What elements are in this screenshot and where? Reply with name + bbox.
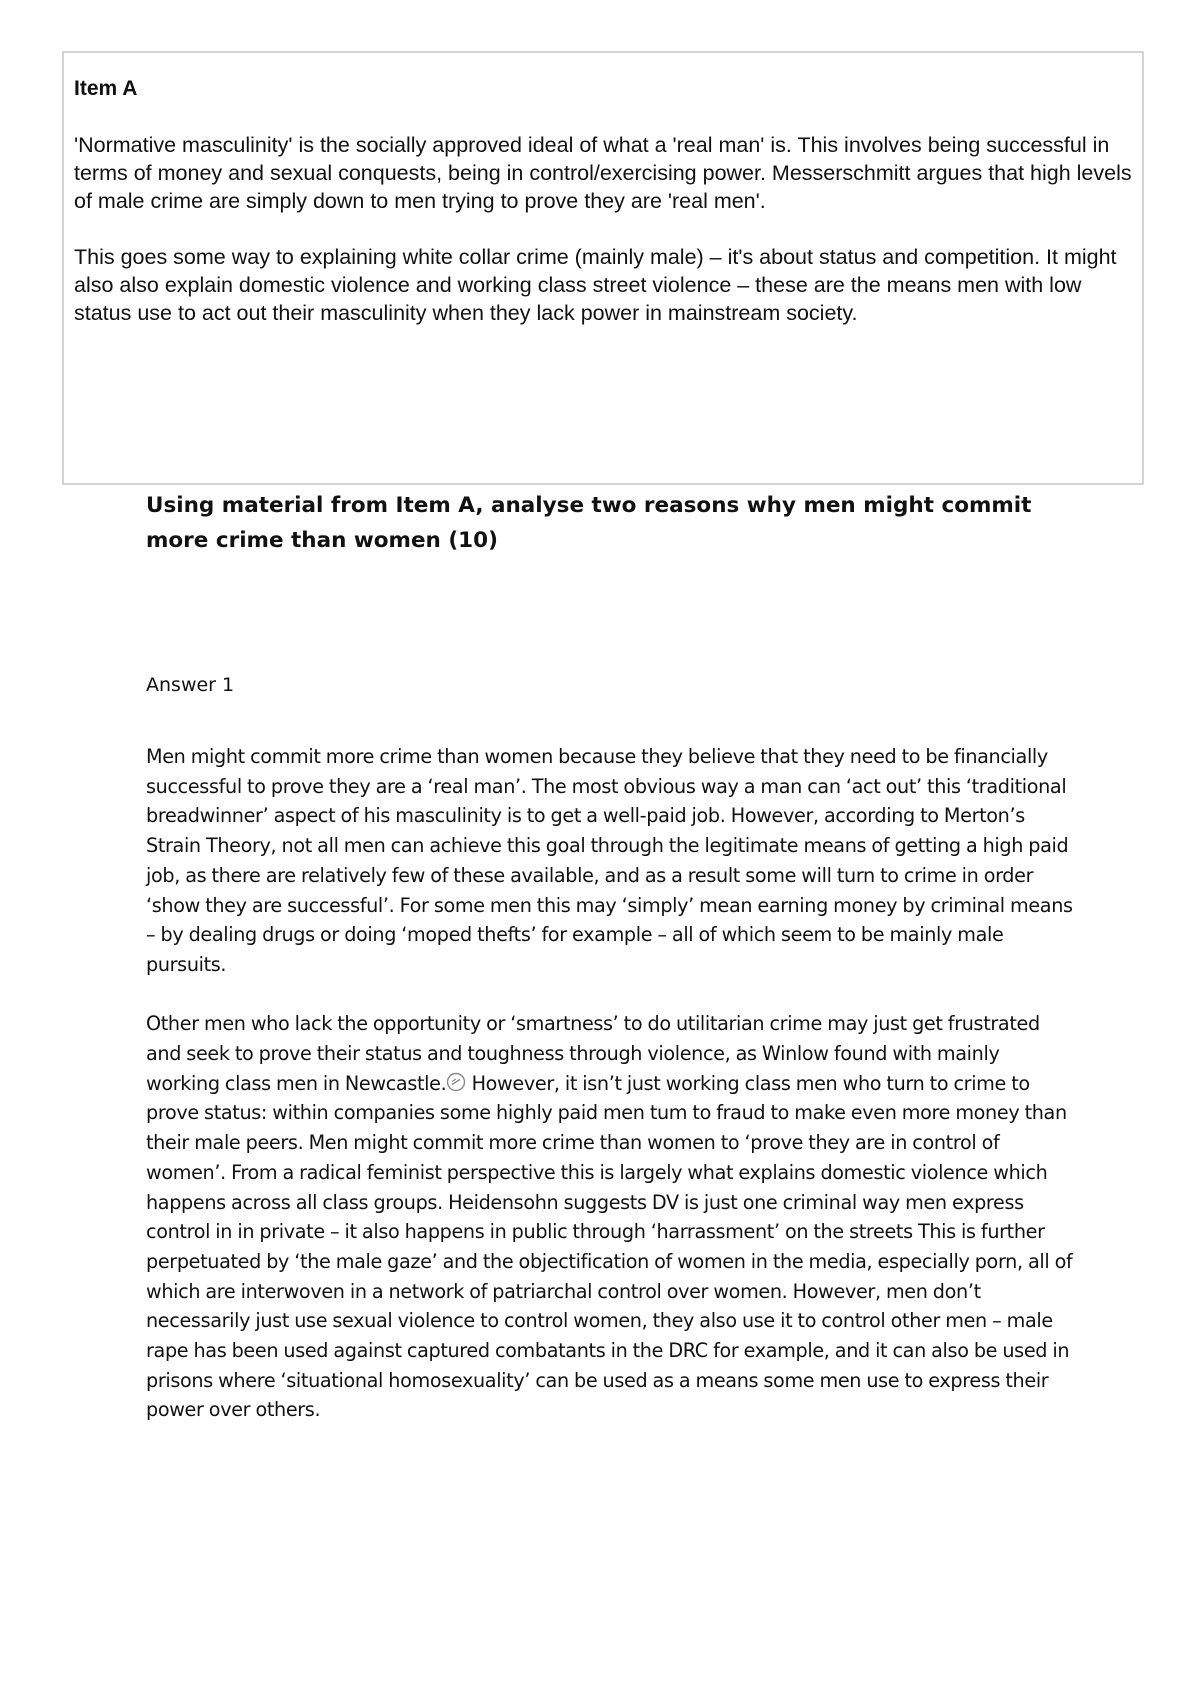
comment-icon[interactable] xyxy=(446,1071,466,1091)
answer-paragraph-2-start: Other men who lack the opportunity or ‘smartness’ to do utilitarian crime may just get frustrated and seek to prove their status and toughness through violence, as Winlow found with mainly working class men in Newcastle. xyxy=(146,1012,1040,1095)
answer-body xyxy=(146,742,1076,1455)
answer-paragraph-1: Men might commit more crime than women because they believe that they need to be financially successful to prove they are a ‘real man’. The most obvious way a man can ‘act out’ this ‘traditional breadwinner’ aspect of his masculinity is to get a well-paid job. However, according to Merton’s Strain Theory, not all men can achieve this goal through the legitimate means of getting a high paid job, as there are relatively few of these available, and as a result some will turn to crime in order ‘show they are successful’. For some men this may ‘simply’ mean earning money by criminal means – by dealing drugs or doing ‘moped thefts’ for example – all of which seem to be mainly male pursuits. xyxy=(146,745,1073,976)
item-a-box xyxy=(62,51,1144,485)
item-paragraph-2: This goes some way to explaining white collar crime (mainly male) – it's about status and competition. It might also also explain domestic violence and working class street violence – these are the means men with low status use to act out their masculinity when they lack power in mainstream society. xyxy=(74,245,1117,325)
item-title: Item A xyxy=(74,77,138,100)
item-paragraph-1: 'Normative masculinity' is the socially approved ideal of what a 'real man' is. This involves being successful in terms of money and sexual conquests, being in control/exercising power. Messerschmitt argues that high levels of male crime are simply down to men trying to prove they are 'real men'. xyxy=(74,133,1132,213)
answer-paragraph-2-rest: However, it isn’t just working class men who turn to crime to prove status: within companies some highly paid men tum to fraud to make even more money than their male peers. Men might commit more crime than women to ‘prove they are in control of women’. From a radical feminist perspective this is largely what explains domestic violence which happens across all class groups. Heidensohn suggests DV is just one criminal way men express control in in private – it also happens in public through ‘harrassment’ on the streets This is further perpetuated by ‘the male gaze’ and the objectification of women in the media, especially porn, all of which are interwoven in a network of patriarchal control over women. However, men don’t necessarily just use sexual violence to control women, they also use it to control other men – male rape has been used against captured combatants in the DRC for example, and it can also be used in prisons where ‘situational homosexuality’ can be used as a means some men use to express their power over others. xyxy=(146,1071,1073,1422)
question-heading: Using material from Item A, analyse two reasons why men might commit more crime than women (10) xyxy=(146,493,1032,553)
answer-paragraph-2 xyxy=(146,1009,1076,1425)
answer-label: Answer 1 xyxy=(146,674,235,696)
